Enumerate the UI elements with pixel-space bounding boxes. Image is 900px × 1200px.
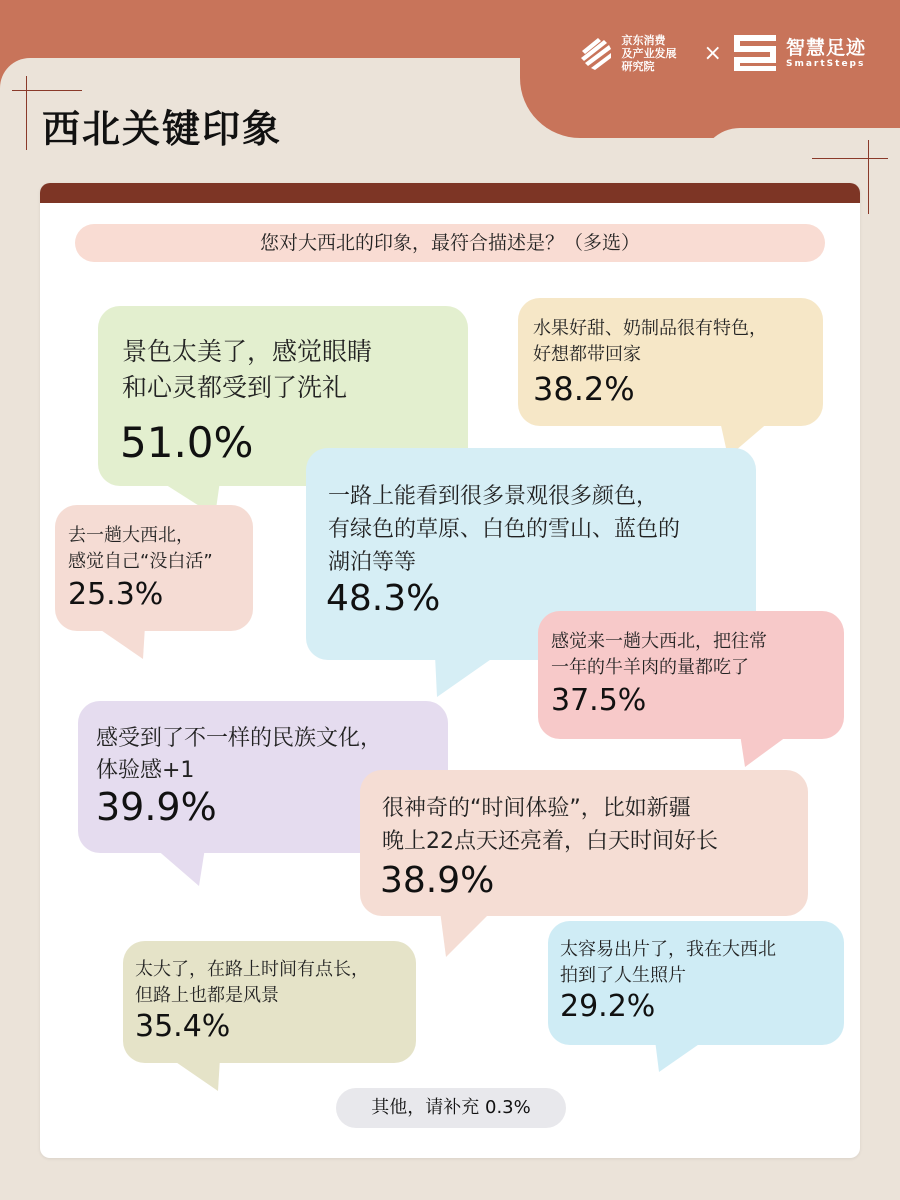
bubble-text-line: 拍到了人生照片	[560, 965, 686, 986]
bubble-percentage: 37.5%	[551, 683, 647, 718]
jd-research-logo-icon	[576, 33, 616, 73]
bubble-tail	[440, 911, 500, 961]
bubble-percentage: 35.4%	[135, 1009, 231, 1044]
logo1-line2: 及产业发展	[621, 46, 677, 60]
bubble-tail	[435, 655, 505, 700]
deco-line	[812, 158, 888, 159]
bubble-text-line: 湖泊等等	[328, 550, 417, 575]
deco-line	[12, 90, 82, 91]
bubble-tail	[655, 1040, 715, 1076]
answer-bubble-photos	[548, 921, 844, 1045]
other-option: 其他，请补充 0.3%	[336, 1088, 566, 1128]
bubble-text-line: 感觉来一趟大西北，把往常	[551, 631, 767, 652]
bubble-percentage: 48.3%	[326, 578, 441, 619]
smartsteps-logo-text	[786, 37, 866, 69]
bubble-text-line: 晚上22点天还亮着，白天时间好长	[382, 829, 718, 854]
bubble-text-line: 水果好甜、奶制品很有特色，	[533, 318, 767, 339]
bubble-text-line: 去一趟大西北，	[68, 525, 194, 546]
bubble-text-line: 好想都带回家	[533, 344, 641, 365]
page-title: 西北关键印象	[42, 107, 283, 151]
bubble-text-line: 体验感+1	[96, 758, 195, 783]
bubble-text-line: 但路上也都是风景	[135, 985, 279, 1006]
answer-bubble-worth-it	[55, 505, 253, 631]
bubble-text-line: 很神奇的“时间体验”，比如新疆	[382, 796, 691, 821]
answer-bubble-distance	[123, 941, 416, 1063]
bubble-tail	[740, 734, 800, 770]
logo2-sub: SmartSteps	[785, 59, 866, 69]
answer-bubble-lamb	[538, 611, 844, 739]
bubble-tail	[155, 848, 215, 890]
bubble-text-line: 感受到了不一样的民族文化，	[96, 726, 383, 751]
bubble-percentage: 38.2%	[533, 370, 635, 408]
answer-bubble-time	[360, 770, 808, 916]
bubble-text-line: 景色太美了，感觉眼睛	[122, 337, 373, 366]
bubble-percentage: 38.9%	[380, 860, 495, 901]
deco-line	[868, 140, 869, 214]
bubble-text-line: 一路上能看到很多景观很多颜色，	[328, 484, 659, 509]
smartsteps-logo-icon	[732, 33, 778, 73]
bubble-text-line: 太大了，在路上时间有点长，	[135, 959, 369, 980]
bubble-text-line: 一年的牛羊肉的量都吃了	[551, 657, 749, 678]
logo1-line3: 研究院	[621, 59, 655, 73]
deco-line	[26, 76, 27, 150]
bubble-text-line: 感觉自己“没白活”	[68, 551, 213, 572]
bubble-text-line: 和心灵都受到了洗礼	[122, 373, 348, 402]
bubble-percentage: 25.3%	[68, 577, 164, 612]
logo2-name: 智慧足迹	[785, 37, 866, 59]
survey-card	[40, 183, 860, 1158]
logo1-line1: 京东消费	[621, 33, 666, 47]
bubble-text-line: 太容易出片了，我在大西北	[560, 939, 776, 960]
bubble-tail	[170, 1058, 230, 1094]
logo-separator: ×	[703, 40, 722, 66]
brand-logos	[576, 30, 866, 76]
jd-research-logo-text	[622, 34, 694, 73]
card-top-bar	[40, 183, 860, 203]
bubble-tail	[95, 626, 155, 662]
bubble-percentage: 39.9%	[96, 785, 217, 829]
bubble-percentage: 51.0%	[120, 418, 254, 467]
bubble-text-line: 有绿色的草原、白色的雪山、蓝色的	[328, 517, 681, 542]
answer-bubble-fruit-dairy	[518, 298, 823, 426]
survey-question: 您对大西北的印象，最符合描述是？（多选）	[75, 224, 825, 262]
bubble-percentage: 29.2%	[560, 989, 656, 1024]
